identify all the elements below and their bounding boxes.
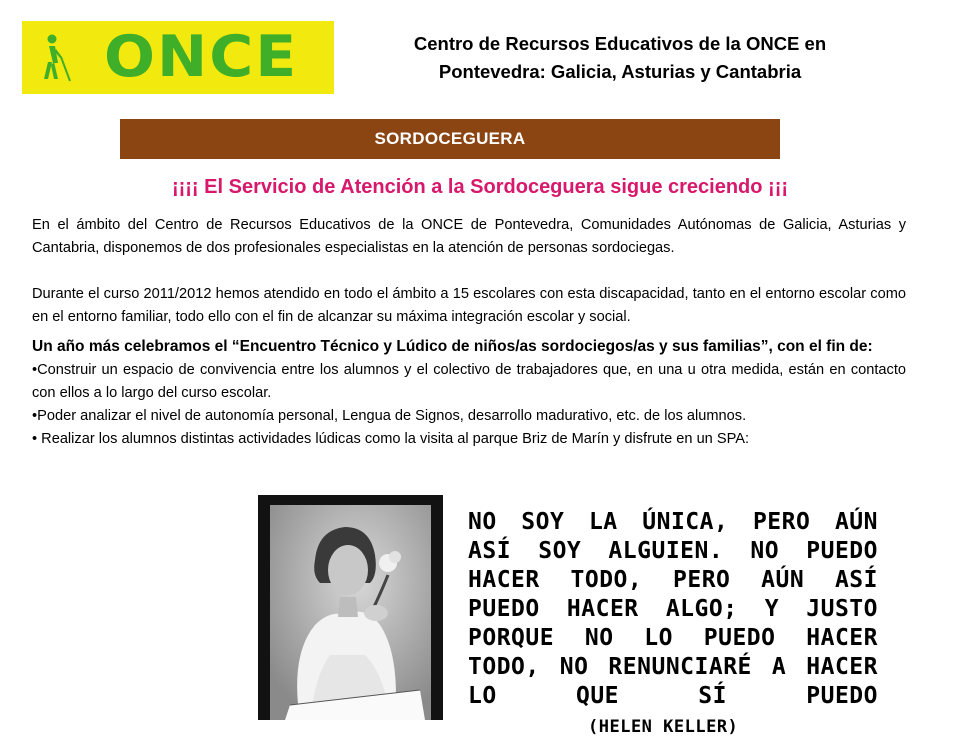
- bullet-item: • Realizar los alumnos distintas actividades lúdicas como la visita al parque Briz de Marín y disfrute en un SPA:: [32, 431, 750, 447]
- bullet-item: •Construir un espacio de convivencia entre los alumnos y el colectivo de trabajadores que, en una u otra medida, están en contacto con ellos a lo largo del curso escolar.: [32, 362, 906, 401]
- paragraph-3: Un año más celebramos el “Encuentro Técnico y Lúdico de niños/as sordociegos/as y sus familias”, con el fin de:: [32, 338, 873, 355]
- body-text: [32, 214, 906, 451]
- paragraph-1: En el ámbito del Centro de Recursos Educativos de la ONCE de Pontevedra, Comunidades Autónomas de Galicia, Asturias y Cantabria, disponemos de dos profesionales especialistas en la atención de personas sordociegas.: [32, 217, 906, 256]
- accessibility-cane-icon: [22, 21, 74, 94]
- quote-author: (HELEN KELLER): [588, 717, 739, 737]
- paragraph-2: Durante el curso 2011/2012 hemos atendido en todo el ámbito a 15 escolares con esta discapacidad, tanto en el entorno escolar como en el entorno familiar, todo ello con el fin de alcanzar su máxima integración escolar y social.: [32, 286, 906, 325]
- section-label: SORDOCEGUERA: [374, 129, 526, 148]
- headline: ¡¡¡¡ El Servicio de Atención a la Sordoceguera sigue creciendo ¡¡¡: [171, 176, 789, 198]
- page-title: Centro de Recursos Educativos de la ONCE en Pontevedra: Galicia, Asturias y Cantabria: [413, 33, 827, 82]
- bullet-item: •Poder analizar el nivel de autonomía personal, Lengua de Signos, desarrollo madurativo, etc. de los alumnos.: [32, 408, 747, 424]
- logo-wordmark: ONCE: [104, 23, 299, 91]
- portrait-photo: [258, 495, 443, 720]
- portrait-image: [270, 505, 431, 720]
- section-banner: [120, 119, 780, 159]
- once-logo: [22, 21, 334, 94]
- helen-keller-quote: [468, 508, 878, 742]
- quote-text: NO SOY LA ÚNICA, PERO AÚN ASÍ SOY ALGUIEN. NO PUEDO HACER TODO, PERO AÚN ASÍ PUEDO HACER ALGO; Y JUSTO PORQUE NO LO PUEDO HACER TODO, NO RENUNCIARÉ A HACER LO QUE SÍ PUEDO: [468, 509, 878, 709]
